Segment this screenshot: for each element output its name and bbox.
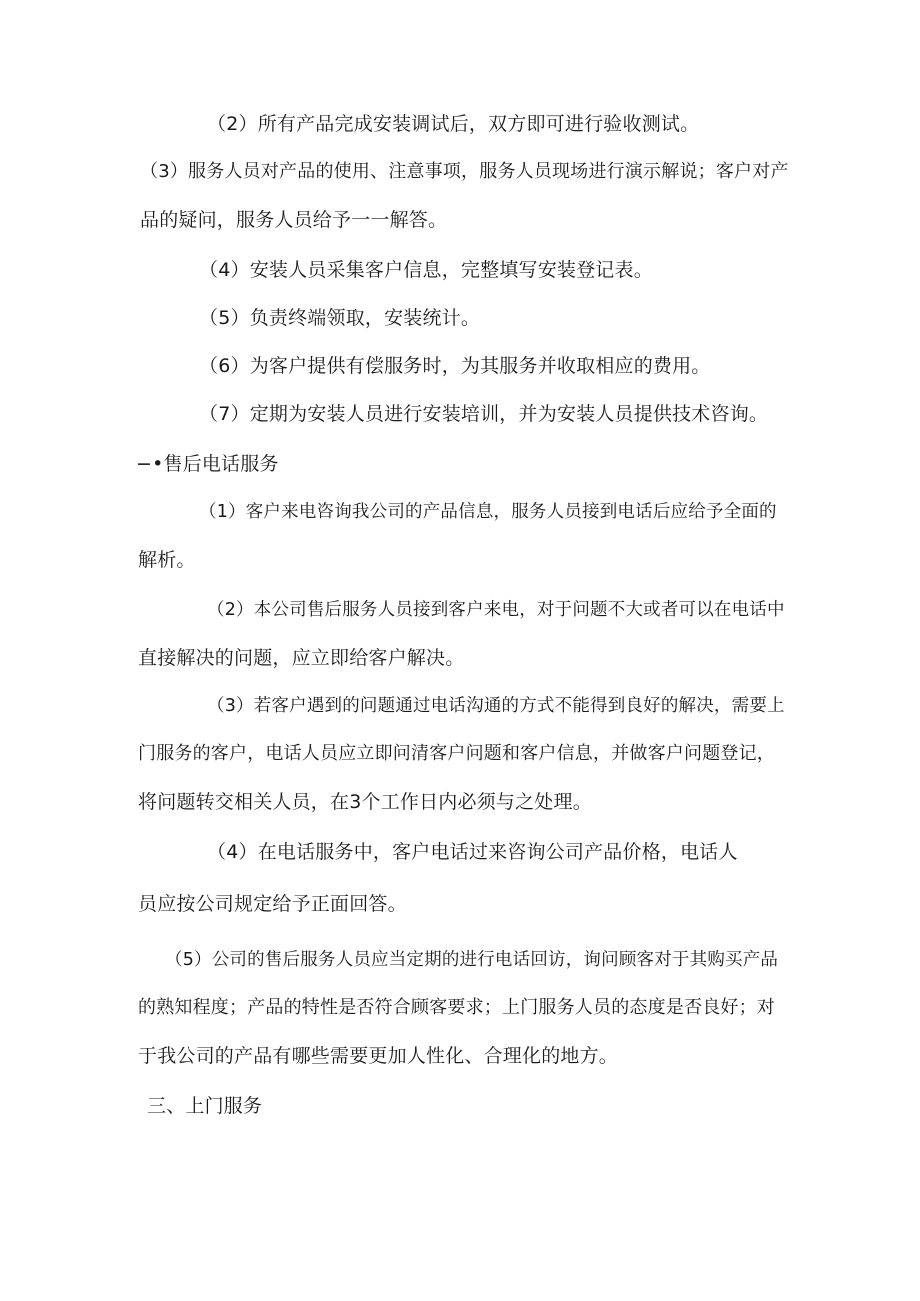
section-heading-phone-service: −•售后电话服务 xyxy=(136,453,279,475)
paragraph-line-phone-5-cont-b: 于我公司的产品有哪些需要更加人性化、合理化的地方。 xyxy=(138,1045,619,1067)
paragraph-line-install-4: （4）安装人员采集客户信息，完整填写安装登记表。 xyxy=(199,259,653,281)
paragraph-line-phone-3-cont-b: 将问题转交相关人员，在3个工作日内必须与之处理。 xyxy=(138,791,592,813)
paragraph-line-install-6: （6）为客户提供有偿服务时，为其服务并收取相应的费用。 xyxy=(199,355,711,377)
paragraph-line-install-3: （3）服务人员对产品的使用、注意事项，服务人员现场进行演示解说；客户对产 xyxy=(140,161,789,182)
paragraph-line-phone-5-cont-a: 的熟知程度；产品的特性是否符合顾客要求；上门服务人员的态度是否良好；对 xyxy=(138,997,775,1018)
paragraph-line-install-5: （5）负责终端领取，安装统计。 xyxy=(199,307,481,329)
paragraph-line-phone-2-cont: 直接解决的问题，应立即给客户解决。 xyxy=(138,647,465,669)
paragraph-line-phone-3: （3）若客户遇到的问题通过电话沟通的方式不能得到良好的解决，需要上 xyxy=(207,696,785,716)
paragraph-line-phone-1: （1）客户来电咨询我公司的产品信息，服务人员接到电话后应给予全面的 xyxy=(199,502,777,522)
paragraph-line-install-3-cont: 品的疑问，服务人员给予一一解答。 xyxy=(140,209,448,231)
paragraph-line-phone-5: （5）公司的售后服务人员应当定期的进行电话回访，询问顾客对于其购买产品 xyxy=(165,950,779,970)
paragraph-line-phone-1-cont: 解析。 xyxy=(138,549,196,571)
paragraph-line-phone-2: （2）本公司售后服务人员接到客户来电，对于问题不大或者可以在电话中 xyxy=(207,600,785,620)
paragraph-line-phone-4-cont: 员应按公司规定给予正面回答。 xyxy=(138,893,407,915)
paragraph-line-install-7: （7）定期为安装人员进行安装培训，并为安装人员提供技术咨询。 xyxy=(199,403,769,425)
paragraph-line-phone-4: （4）在电话服务中，客户电话过来咨询公司产品价格，电话人 xyxy=(207,841,738,863)
section-heading-onsite-service: 三、上门服务 xyxy=(147,1095,263,1117)
paragraph-line-install-2: （2）所有产品完成安装调试后，双方即可进行验收测试。 xyxy=(207,113,700,135)
paragraph-line-phone-3-cont-a: 门服务的客户，电话人员应立即问清客户问题和客户信息，并做客户问题登记， xyxy=(138,743,775,764)
